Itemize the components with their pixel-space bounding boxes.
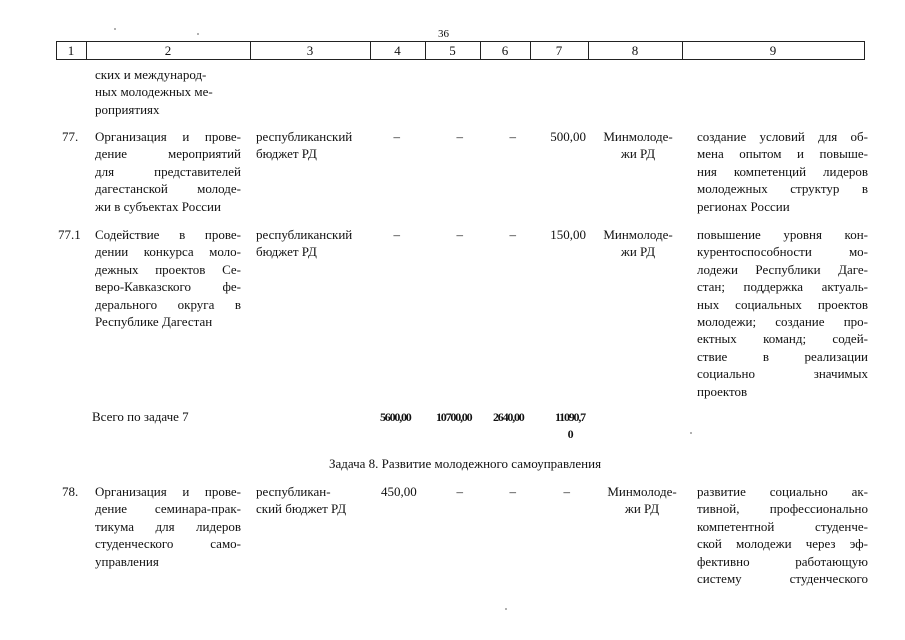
header-col-6: 6 xyxy=(501,43,509,58)
text-line: студенческого само- xyxy=(95,536,241,552)
value-col-5: – xyxy=(456,484,463,499)
text-line: повышение уровня кон- xyxy=(697,227,868,242)
text-line: республиканский xyxy=(256,129,353,144)
text-line: 0 xyxy=(567,427,573,442)
funding-source xyxy=(256,128,368,163)
text-line: бюджет РД xyxy=(256,244,317,260)
text-line: проектов xyxy=(697,383,748,399)
text-line: лодежи Республики Даге- xyxy=(697,261,868,277)
value-col-7: 500,00 xyxy=(550,129,586,144)
text-line: ных молодежных ме- xyxy=(95,84,213,100)
text-line: мена опытом и повыше- xyxy=(697,146,868,162)
text-line: Минмолоде- xyxy=(607,484,677,499)
value-col-4: – xyxy=(393,227,400,242)
text-line: веро-Кавказского фе- xyxy=(95,279,241,295)
text-line: республиканский xyxy=(256,227,353,242)
text-line: Содействие в прове- xyxy=(95,227,241,242)
funding-source xyxy=(256,483,368,518)
text-line: компетентной студенче- xyxy=(697,518,868,534)
row-name xyxy=(95,128,241,215)
text-line: ектных команд; содей- xyxy=(697,331,868,347)
text-line: дении конкурса моло- xyxy=(95,244,241,260)
value-col-4: – xyxy=(393,129,400,144)
header-bottom-rule xyxy=(56,59,865,60)
row-number: 77. xyxy=(62,129,79,144)
text-line: дежных проектов Се- xyxy=(95,261,241,277)
header-col-3: 3 xyxy=(306,43,314,58)
text-line: республикан- xyxy=(256,484,331,499)
page-number: 36 xyxy=(438,28,449,40)
expected-result xyxy=(697,226,868,400)
executor xyxy=(592,128,684,163)
text-line: ский бюджет РД xyxy=(256,501,347,517)
row-name xyxy=(95,483,241,570)
text-line: Организация и прове- xyxy=(95,129,241,144)
value-col-5: – xyxy=(456,227,463,242)
text-line: систему студенческого xyxy=(697,571,868,587)
text-line: тикума для лидеров xyxy=(95,518,241,534)
scan-speck xyxy=(197,33,199,35)
header-col-4: 4 xyxy=(394,43,401,58)
text-line: курентоспособности мо- xyxy=(697,244,868,260)
text-line: жи РД xyxy=(624,501,660,517)
header-col-1: 1 xyxy=(67,43,75,58)
text-line: Минмолоде- xyxy=(603,129,673,144)
text-line: дагестанской молоде- xyxy=(95,181,241,197)
text-line: ния компетенций лидеров xyxy=(697,163,868,179)
text-line: стан; поддержка актуаль- xyxy=(697,279,868,295)
value-col-6: – xyxy=(509,129,516,144)
text-line: бюджет РД xyxy=(256,146,317,162)
total-col-4: 5600,00 xyxy=(380,410,411,424)
column-divider xyxy=(864,42,865,59)
header-top-rule xyxy=(56,41,865,42)
text-line: молодежи; создание про- xyxy=(697,314,868,330)
text-line: развитие социально ак- xyxy=(697,484,868,499)
scan-speck xyxy=(690,432,692,434)
header-col-7: 7 xyxy=(555,43,563,58)
text-line: дерального округа в xyxy=(95,296,241,312)
text-line: ных социальных проектов xyxy=(697,296,868,312)
scan-speck xyxy=(505,608,507,610)
row-name xyxy=(95,226,241,330)
total-col-6: 2640,00 xyxy=(493,410,524,424)
text-line: дение семинара-прак- xyxy=(95,501,241,517)
text-line: Республике Дагестан xyxy=(95,314,213,330)
value-col-5: – xyxy=(456,129,463,144)
total-col-5: 10700,00 xyxy=(436,410,472,424)
text-line: жи РД xyxy=(620,146,656,162)
header-col-2: 2 xyxy=(164,43,172,58)
funding-source xyxy=(256,226,368,261)
expected-result xyxy=(697,128,868,215)
text-line: фективно работающую xyxy=(697,553,868,569)
text-line: управления xyxy=(95,553,159,569)
scan-speck xyxy=(114,28,116,30)
row-number: 78. xyxy=(62,484,79,499)
total-col-7 xyxy=(548,409,592,444)
text-line: ской молодежи через эф- xyxy=(697,536,868,552)
text-line: создание условий для об- xyxy=(697,129,868,144)
text-line: дение мероприятий xyxy=(95,146,241,162)
text-line: молодежных структур в xyxy=(697,181,868,197)
value-col-6: – xyxy=(509,227,516,242)
row-number: 77.1 xyxy=(58,227,81,242)
section-title: Задача 8. Развитие молодежного самоуправления xyxy=(328,456,602,471)
text-line: жи РД xyxy=(620,244,656,260)
text-line: 11090,7 xyxy=(555,410,585,424)
text-line: тивной, профессионально xyxy=(697,501,868,517)
continuation-text xyxy=(95,66,241,118)
text-line: роприятиях xyxy=(95,101,160,117)
text-line: социально значимых xyxy=(697,366,868,382)
value-col-6: – xyxy=(509,484,516,499)
executor xyxy=(596,483,688,518)
value-col-7: 150,00 xyxy=(550,227,586,242)
text-line: для представителей xyxy=(95,163,241,179)
total-label: Всего по задаче 7 xyxy=(92,409,189,424)
executor xyxy=(592,226,684,261)
text-line: жи в субъектах России xyxy=(95,198,221,214)
text-line: Минмолоде- xyxy=(603,227,673,242)
header-col-8: 8 xyxy=(631,43,639,58)
text-line: Организация и прове- xyxy=(95,484,241,499)
header-col-5: 5 xyxy=(449,43,456,58)
value-col-7: – xyxy=(563,484,570,499)
header-col-9: 9 xyxy=(769,43,777,58)
text-line: ских и международ- xyxy=(95,67,207,82)
text-line: регионах России xyxy=(697,198,790,214)
expected-result xyxy=(697,483,868,587)
value-col-4: 450,00 xyxy=(381,484,417,499)
text-line: ствие в реализации xyxy=(697,348,868,364)
